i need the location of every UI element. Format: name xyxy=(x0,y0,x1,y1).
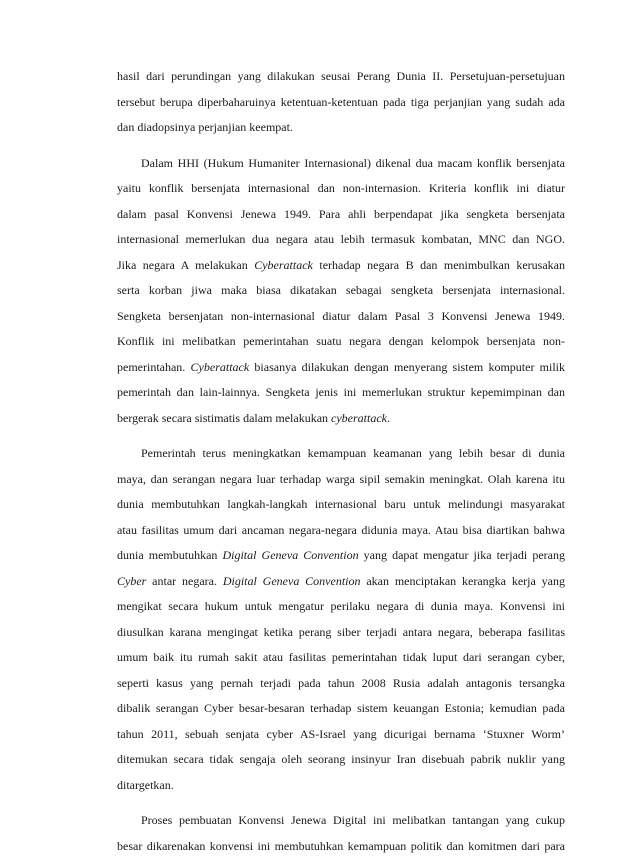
text-run: diusulkan karana mengingat ketika perang siber terjadi antara negara, beberapa fasilitas xyxy=(117,625,565,639)
text-line xyxy=(117,227,565,253)
text-run: pemerintah dan lain-lainnya. Sengketa jenis ini memerlukan struktur kepemimpinan dan xyxy=(117,385,565,399)
text-line xyxy=(117,329,565,355)
text-run: dibalik serangan Cyber besar-besaran terhadap sistem keuangan Estonia; kemudian pada xyxy=(117,701,565,715)
text-run: maya, dan serangan negara luar terhadap warga sipil semakin meningkat. Olah karena itu xyxy=(117,472,565,486)
text-run: dan diadopsinya perjanjian keempat. xyxy=(117,120,293,134)
text-line xyxy=(117,253,565,279)
text-run: ditargetkan. xyxy=(117,778,174,792)
text-line xyxy=(117,834,565,859)
text-run: hasil dari perundingan yang dilakukan seusai Perang Dunia II. Persetujuan-persetujuan xyxy=(117,69,565,83)
paragraph xyxy=(117,808,565,859)
text-run: Sengketa bersenjatan non-internasional diatur dalam Pasal 3 Konvensi Jenewa 1949. xyxy=(117,309,565,323)
italic-term: Digital Geneva Convention xyxy=(223,574,361,588)
text-line xyxy=(117,543,565,569)
text-line xyxy=(117,808,565,834)
text-run: umum baik itu rumah sakit atau fasilitas pemerintahan tidak luput dari serangan cyber, xyxy=(117,650,565,664)
italic-term: Digital Geneva Convention xyxy=(222,548,358,562)
text-run: . xyxy=(387,411,390,425)
text-line xyxy=(117,441,565,467)
text-run: mengikat secara hukum untuk mengatur perilaku negara di dunia maya. Konvensi ini xyxy=(117,599,565,613)
text-run: terhadap negara B dan menimbulkan kerusakan xyxy=(313,258,565,272)
text-line xyxy=(117,696,565,722)
italic-term: cyberattack xyxy=(331,411,387,425)
text-line xyxy=(117,518,565,544)
italic-term: Cyber xyxy=(117,574,146,588)
text-line xyxy=(117,645,565,671)
text-run: antar negara. xyxy=(146,574,223,588)
text-run: Proses pembuatan Konvensi Jenewa Digital ini melibatkan tantangan yang cukup xyxy=(141,813,565,827)
text-line xyxy=(117,620,565,646)
text-line xyxy=(117,671,565,697)
text-line xyxy=(117,722,565,748)
text-run: dunia membutuhkan langkah-langkah internasional baru untuk melindungi masyarakat xyxy=(117,497,565,511)
text-run: serta korban jiwa maka biasa dikatakan sebagai sengketa bersenjata internasional. xyxy=(117,283,565,297)
text-line xyxy=(117,380,565,406)
text-run: yaitu konflik bersenjata internasional dan non-internasion. Kriteria konflik ini diatur xyxy=(117,181,565,195)
text-run: seperti kasus yang pernah terjadi pada tahun 2008 Rusia adalah antagonis tersangka xyxy=(117,676,565,690)
text-line xyxy=(117,773,565,799)
text-line xyxy=(117,176,565,202)
italic-term: Cyberattack xyxy=(191,360,250,374)
text-run: dalam pasal Konvensi Jenewa 1949. Para ahli berpendapat jika sengketa bersenjata xyxy=(117,207,565,221)
paragraph xyxy=(117,441,565,798)
paragraph xyxy=(117,151,565,432)
text-run: Dalam HHI (Hukum Humaniter Internasional) dikenal dua macam konflik bersenjata xyxy=(141,156,565,170)
text-line xyxy=(117,355,565,381)
text-line xyxy=(117,115,565,141)
text-run: akan menciptakan kerangka kerja yang xyxy=(361,574,565,588)
document-body xyxy=(117,64,565,859)
text-run: yang dapat mengatur jika terjadi perang xyxy=(359,548,565,562)
paragraph xyxy=(117,64,565,141)
text-run: internasional memerlukan dua negara atau lebih termasuk kombatan, MNC dan NGO. xyxy=(117,232,565,246)
text-run: tersebut berupa diperbaharuinya ketentuan-ketentuan pada tiga perjanjian yang sudah ada xyxy=(117,95,565,109)
text-run: Konflik ini melibatkan pemerintahan suatu negara dengan kelompok bersenjata non- xyxy=(117,334,565,348)
text-line xyxy=(117,747,565,773)
italic-term: Cyberattack xyxy=(254,258,313,272)
text-line xyxy=(117,304,565,330)
text-line xyxy=(117,492,565,518)
text-line xyxy=(117,202,565,228)
text-line xyxy=(117,278,565,304)
text-run: besar dikarenakan konvensi ini membutuhkan kemampuan politik dan komitmen dari para xyxy=(117,839,565,853)
text-run: biasanya dilakukan dengan menyerang sistem komputer milik xyxy=(249,360,565,374)
text-line xyxy=(117,467,565,493)
text-line xyxy=(117,64,565,90)
text-run: dunia membutuhkan xyxy=(117,548,222,562)
text-line xyxy=(117,569,565,595)
text-run: atau fasilitas umum dari ancaman negara-negara didunia maya. Atau bisa diartikan bahwa xyxy=(117,523,565,537)
text-run: pemerintahan. xyxy=(117,360,191,374)
text-run: bergerak secara sistimatis dalam melakukan xyxy=(117,411,331,425)
text-run: Pemerintah terus meningkatkan kemampuan keamanan yang lebih besar di dunia xyxy=(141,446,565,460)
text-line xyxy=(117,151,565,177)
text-line xyxy=(117,406,565,432)
text-run: Jika negara A melakukan xyxy=(117,258,254,272)
text-run: ditemukan secara tidak sengaja oleh seorang insinyur Iran disebuah pabrik nuklir yang xyxy=(117,752,565,766)
text-run: tahun 2011, sebuah senjata cyber AS-Israel yang dicurigai bernama ‘Stuxner Worm’ xyxy=(117,727,565,741)
text-line xyxy=(117,594,565,620)
text-line xyxy=(117,90,565,116)
